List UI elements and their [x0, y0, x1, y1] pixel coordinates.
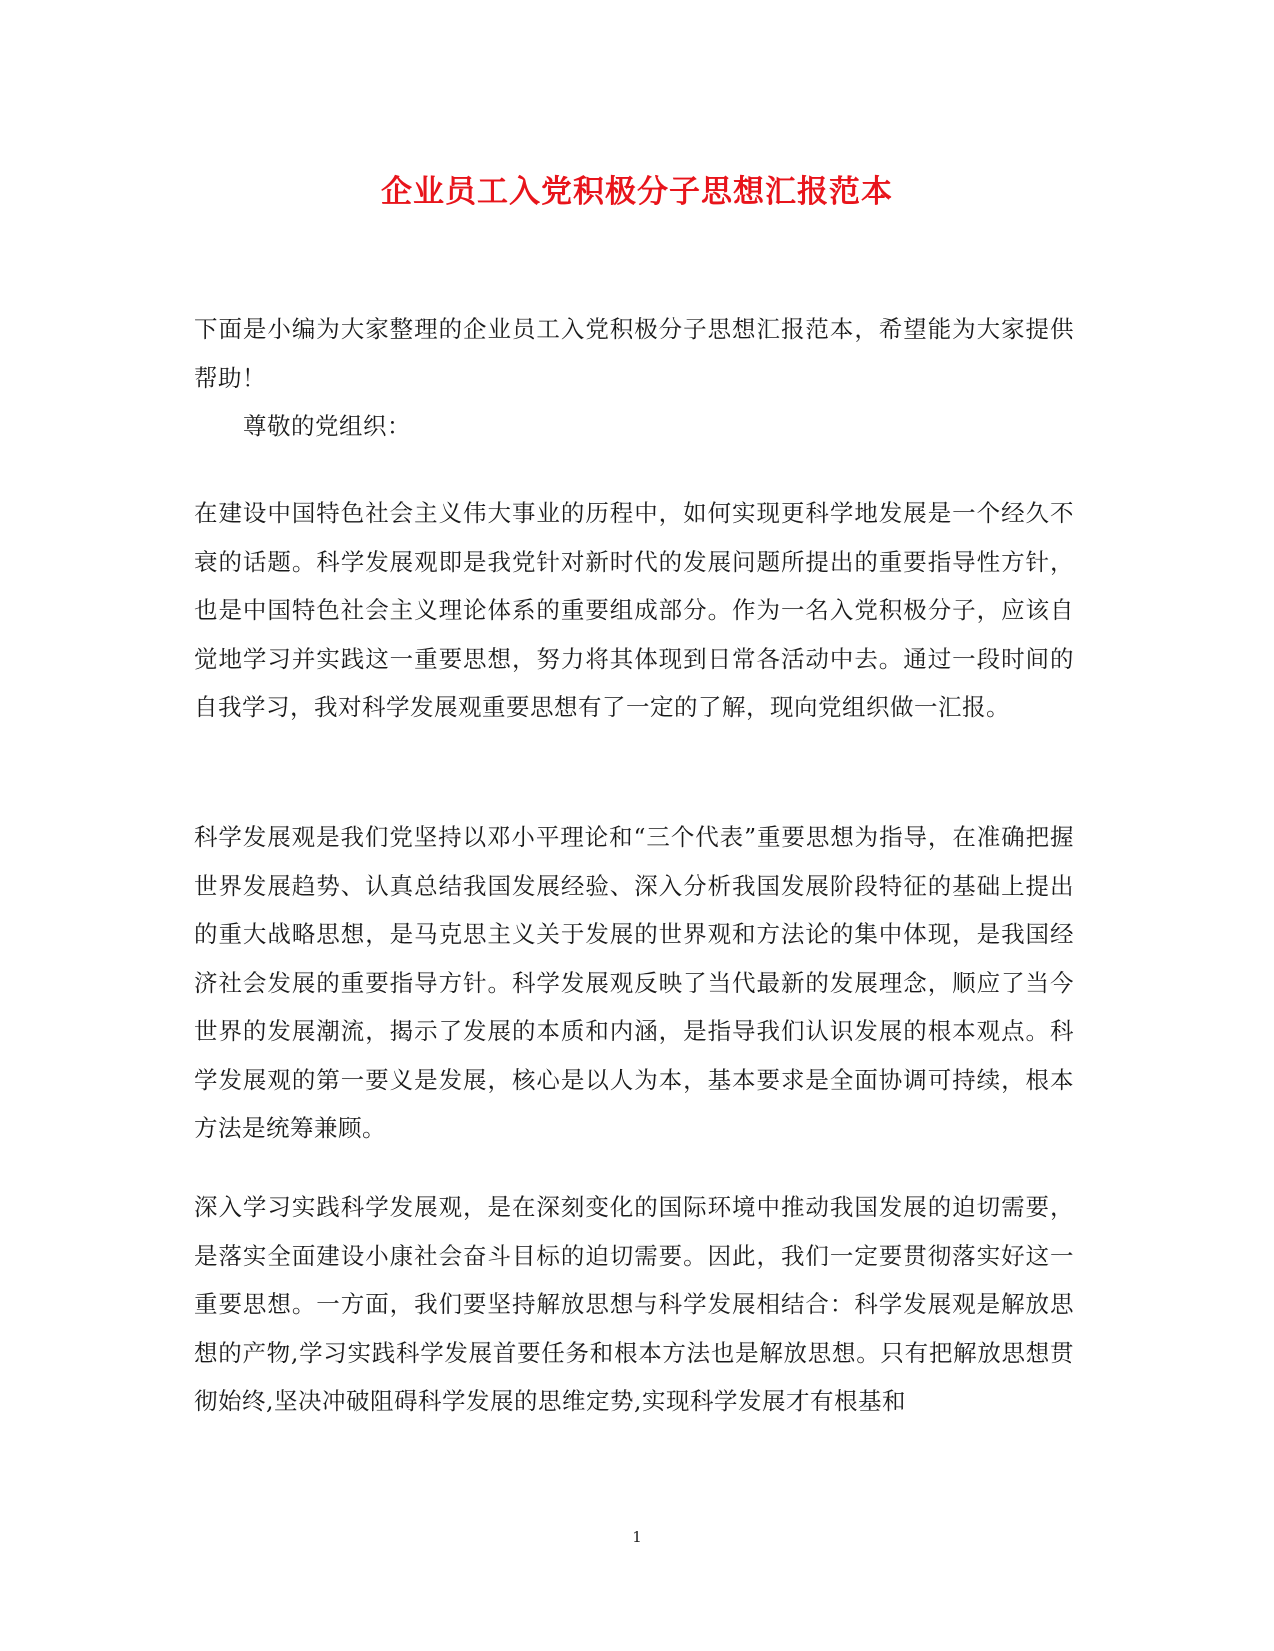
document-title: 企业员工入党积极分子思想汇报范本 [381, 174, 893, 210]
salutation: 尊敬的党组织： [243, 412, 411, 440]
body-paragraph-1: 在建设中国特色社会主义伟大事业的历程中，如何实现更科学地发展是一个经久不衰的话题。科学发展观即是我党针对新时代的发展问题所提出的重要指导性方针，也是中国特色社会主义理论体系的重要组成部分。作为一名入党积极分子，应该自觉地学习并实践这一重要思想，努力将其体现到日常各活动中去。通过一段时间的自我学习，我对科学发展观重要思想有了一定的了解，现向党组织做一汇报。 [194, 499, 1074, 721]
body-paragraph-3: 深入学习实践科学发展观，是在深刻变化的国际环境中推动我国发展的迫切需要，是落实全面建设小康社会奋斗目标的迫切需要。因此，我们一定要贯彻落实好这一重要思想。一方面，我们要坚持解放思想与科学发展相结合：科学发展观是解放思想的产物,学习实践科学发展首要任务和根本方法也是解放思想。只有把解放思想贯彻始终,坚决冲破阻碍科学发展的思维定势,实现科学发展才有根基和 [194, 1193, 1074, 1415]
body-paragraph-2: 科学发展观是我们党坚持以邓小平理论和“三个代表”重要思想为指导，在准确把握世界发展趋势、认真总结我国发展经验、深入分析我国发展阶段特征的基础上提出的重大战略思想，是马克思主义关于发展的世界观和方法论的集中体现，是我国经济社会发展的重要指导方针。科学发展观反映了当代最新的发展理念，顺应了当今世界的发展潮流，揭示了发展的本质和内涵，是指导我们认识发展的根本观点。科学发展观的第一要义是发展，核心是以人为本，基本要求是全面协调可持续，根本方法是统筹兼顾。 [194, 823, 1074, 1142]
page-number: 1 [632, 1528, 642, 1546]
intro-paragraph: 下面是小编为大家整理的企业员工入党积极分子思想汇报范本，希望能为大家提供帮助！ [194, 315, 1074, 392]
